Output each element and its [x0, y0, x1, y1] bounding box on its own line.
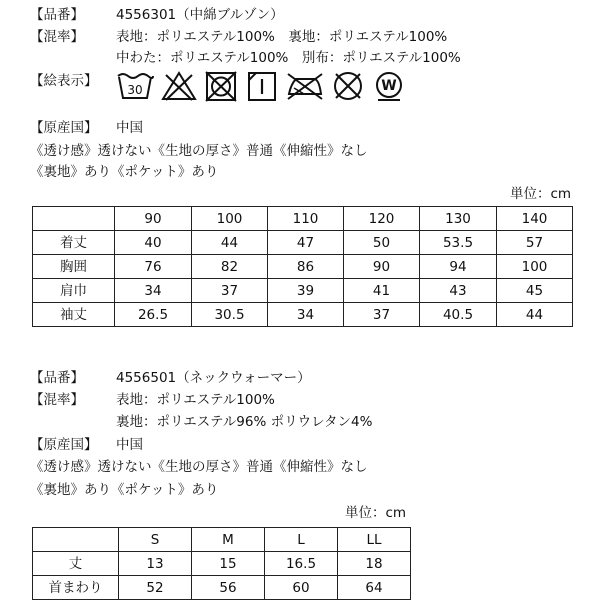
table-row — [33, 303, 573, 327]
table-row-head: 肩巾 — [33, 279, 115, 303]
unit-label-2: 単位：cm — [345, 505, 407, 521]
table-header-cell: 100 — [192, 207, 268, 231]
table-row-head: 首まわり — [33, 576, 119, 600]
gensankoku-value: 中国 — [116, 120, 143, 136]
table-cell: 45 — [497, 279, 573, 303]
table-cell: 41 — [344, 279, 420, 303]
table-header-cell — [33, 528, 119, 552]
table-row — [33, 576, 411, 600]
table-cell: 37 — [344, 303, 420, 327]
hinban-value-2: 4556501（ネックウォーマー） — [116, 370, 311, 386]
table-header-cell: 120 — [344, 207, 420, 231]
table-cell: 57 — [497, 231, 573, 255]
wet-clean-icon — [372, 70, 406, 102]
table-row-head: 袖丈 — [33, 303, 115, 327]
attr-line-2-2: 《裏地》あり《ポケット》あり — [30, 482, 219, 498]
table-row — [33, 231, 573, 255]
table-cell: 76 — [115, 255, 192, 279]
table-cell: 16.5 — [265, 552, 338, 576]
size-table-1 — [32, 206, 573, 327]
table-header-cell: 130 — [420, 207, 497, 231]
table-row-head: 丈 — [33, 552, 119, 576]
table-cell: 26.5 — [115, 303, 192, 327]
table-row — [33, 552, 411, 576]
size-table-2 — [32, 527, 411, 600]
line-dry-shade-icon — [245, 70, 279, 102]
no-dry-clean-icon — [331, 70, 365, 102]
hinban-label-2: 【品番】 — [30, 370, 84, 386]
konritsu-label: 【混率】 — [30, 29, 84, 45]
ehyoji-label: 【絵表示】 — [30, 73, 98, 89]
table-cell: 50 — [344, 231, 420, 255]
konritsu-line-2: 中わた：ポリエステル100% 別布：ポリエステル100% — [116, 50, 461, 66]
table-cell: 44 — [497, 303, 573, 327]
table-header-cell — [33, 207, 115, 231]
gensankoku-label: 【原産国】 — [30, 120, 98, 136]
konritsu-label-2: 【混率】 — [30, 392, 84, 408]
table-cell: 47 — [268, 231, 344, 255]
wash-30-icon — [116, 70, 154, 102]
table-cell: 18 — [338, 552, 411, 576]
table-header-cell: S — [119, 528, 192, 552]
table-cell: 53.5 — [420, 231, 497, 255]
table-cell: 39 — [268, 279, 344, 303]
gensankoku-value-2: 中国 — [116, 437, 143, 453]
table-header-cell: 110 — [268, 207, 344, 231]
no-bleach-icon — [161, 70, 197, 102]
attr-line-2: 《裏地》あり《ポケット》あり — [30, 164, 219, 180]
wash-temp-text: 30 — [127, 83, 143, 97]
konritsu-line-1-2: 表地：ポリエステル100% — [116, 392, 275, 408]
table-header-row — [33, 207, 573, 231]
table-header-cell: 140 — [497, 207, 573, 231]
gensankoku-label-2: 【原産国】 — [30, 437, 98, 453]
iron-low-no-icon — [286, 70, 324, 102]
table-cell: 52 — [119, 576, 192, 600]
table-header-row — [33, 528, 411, 552]
hinban-value: 4556301（中綿ブルゾン） — [116, 7, 284, 23]
table-row-head: 胸囲 — [33, 255, 115, 279]
table-cell: 40 — [115, 231, 192, 255]
attr-line-1-2: 《透け感》透けない《生地の厚さ》普通《伸縮性》なし — [30, 459, 368, 475]
table-header-cell: M — [192, 528, 265, 552]
table-cell: 94 — [420, 255, 497, 279]
table-cell: 44 — [192, 231, 268, 255]
konritsu-line-1: 表地：ポリエステル100% 裏地：ポリエステル100% — [116, 29, 448, 45]
table-cell: 34 — [115, 279, 192, 303]
table-row-head: 着丈 — [33, 231, 115, 255]
table-row — [33, 279, 573, 303]
table-header-cell: LL — [338, 528, 411, 552]
table-cell: 64 — [338, 576, 411, 600]
table-cell: 90 — [344, 255, 420, 279]
table-cell: 43 — [420, 279, 497, 303]
table-cell: 56 — [192, 576, 265, 600]
table-cell: 34 — [268, 303, 344, 327]
table-cell: 100 — [497, 255, 573, 279]
konritsu-line-2-2: 裏地：ポリエステル96% ポリウレタン4% — [116, 414, 373, 430]
table-header-cell: 90 — [115, 207, 192, 231]
table-cell: 15 — [192, 552, 265, 576]
table-cell: 86 — [268, 255, 344, 279]
table-cell: 40.5 — [420, 303, 497, 327]
unit-label: 単位：cm — [510, 186, 572, 202]
hinban-label: 【品番】 — [30, 7, 84, 23]
care-icons — [116, 70, 406, 102]
no-tumble-dry-icon — [204, 70, 238, 102]
table-cell: 30.5 — [192, 303, 268, 327]
table-cell: 37 — [192, 279, 268, 303]
table-row — [33, 255, 573, 279]
table-cell: 60 — [265, 576, 338, 600]
attr-line-1: 《透け感》透けない《生地の厚さ》普通《伸縮性》なし — [30, 143, 368, 159]
table-cell: 82 — [192, 255, 268, 279]
table-cell: 13 — [119, 552, 192, 576]
wet-clean-text: W — [381, 78, 397, 94]
table-header-cell: L — [265, 528, 338, 552]
